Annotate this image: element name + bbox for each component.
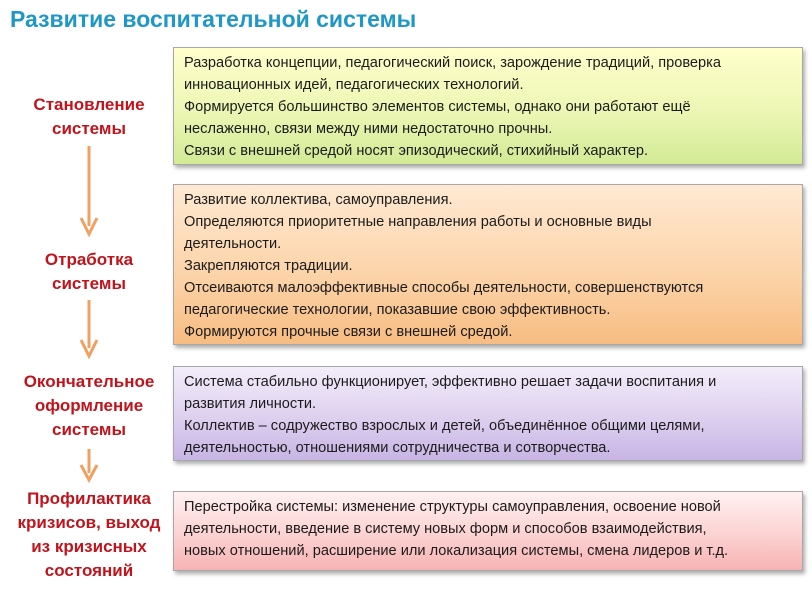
description-line: Отсеиваются малоэффективные способы деятельности, совершенствуются xyxy=(184,280,704,296)
down-arrow-icon xyxy=(78,146,100,238)
stage-description-final-formation xyxy=(173,366,803,461)
stage-label-line: Отработка xyxy=(44,250,134,269)
description-line: Развитие коллектива, самоуправления. xyxy=(184,192,453,208)
description-line: Разработка концепции, педагогический поиск, зарождение традиций, проверка xyxy=(184,55,721,71)
stage-label-formation xyxy=(0,93,178,141)
description-line: Система стабильно функционирует, эффективно решает задачи воспитания и xyxy=(184,374,717,390)
stage-description-crisis-prevention xyxy=(173,491,803,571)
description-line: деятельности. xyxy=(184,236,282,252)
stage-label-line: из кризисных xyxy=(31,537,147,556)
down-arrow-icon xyxy=(78,449,100,483)
description-line: деятельностью, отношениями сотрудничества и сотворчества. xyxy=(184,440,611,456)
description-line: неслаженно, связи между ними недостаточно прочны. xyxy=(184,121,553,137)
description-line: Формируются прочные связи с внешней средой. xyxy=(184,324,513,340)
description-line: деятельности, введение в систему новых форм и способов взаимодействия, xyxy=(184,521,707,537)
stage-label-final-formation xyxy=(0,370,178,442)
stage-label-line: кризисов, выход xyxy=(17,513,161,532)
description-line: Перестройка системы: изменение структуры самоуправления, освоение новой xyxy=(184,499,721,515)
stage-label-refinement xyxy=(0,248,178,296)
stage-label-line: Становление xyxy=(33,95,145,114)
description-line: Коллектив – содружество взрослых и детей, объединённое общими целями, xyxy=(184,418,705,434)
page-title: Развитие воспитательной системы xyxy=(10,6,417,32)
description-line: инновационных идей, педагогических технологий. xyxy=(184,77,524,93)
description-line: развития личности. xyxy=(184,396,317,412)
description-line: Закрепляются традиции. xyxy=(184,258,353,274)
stage-label-line: системы xyxy=(51,274,126,293)
stage-description-refinement xyxy=(173,184,803,345)
stage-label-line: системы xyxy=(51,119,126,138)
description-line: Формируется большинство элементов системы, однако они работают ещё xyxy=(184,99,691,115)
stage-label-line: оформление xyxy=(34,396,144,415)
stage-label-crisis-prevention xyxy=(0,487,178,583)
stage-label-line: Профилактика xyxy=(27,489,151,508)
stage-label-line: состояний xyxy=(44,561,134,580)
description-line: Связи с внешней средой носят эпизодический, стихийный характер. xyxy=(184,143,649,159)
down-arrow-icon xyxy=(78,300,100,360)
stage-label-line: системы xyxy=(51,420,126,439)
stage-label-line: Окончательное xyxy=(23,372,155,391)
description-line: педагогические технологии, показавшие свою эффективность. xyxy=(184,302,611,318)
description-line: новых отношений, расширение или локализация системы, смена лидеров и т.д. xyxy=(184,543,729,559)
description-line: Определяются приоритетные направления работы и основные виды xyxy=(184,214,652,230)
stage-description-formation xyxy=(173,47,803,165)
